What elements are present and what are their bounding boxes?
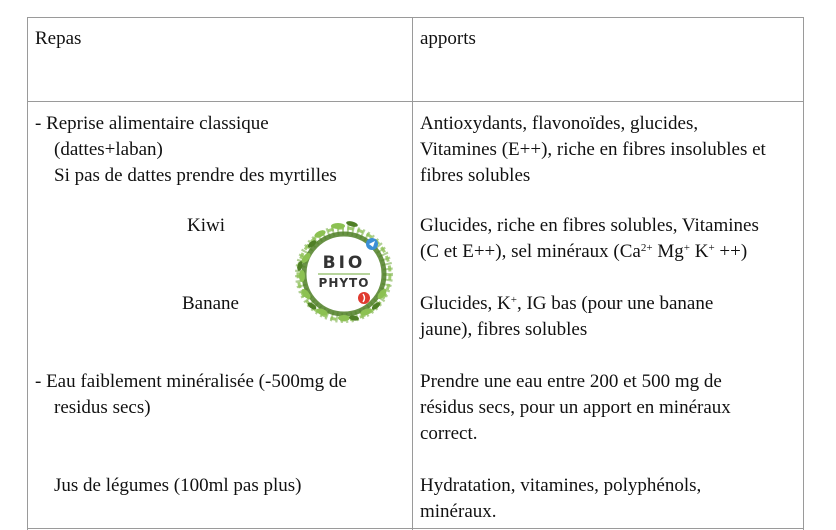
repas-eau-line2: residus secs) [54, 397, 151, 418]
apports-jus-line2: minéraux. [420, 501, 497, 522]
potassium-charge: + [708, 242, 715, 254]
repas-reprise-line3: Si pas de dattes prendre des myrtilles [54, 165, 337, 186]
table-border-left [27, 17, 28, 530]
magnesium-charge: + [683, 242, 690, 254]
repas-eau-line1: - Eau faiblement minéralisée (-500mg de [35, 371, 347, 392]
table-column-divider [412, 17, 413, 530]
magnesium-symbol: Mg [652, 241, 684, 262]
table-border-right [803, 17, 804, 530]
apports-kiwi-line1: Glucides, riche en fibres solubles, Vitamines [420, 215, 759, 236]
repas-reprise-line2: (dattes+laban) [54, 139, 163, 160]
apports-eau-line2: résidus secs, pour un apport en minéraux [420, 397, 731, 418]
apports-banane-line1-post: , IG bas (pour une banane [516, 293, 714, 314]
apports-jus-line1: Hydratation, vitamines, polyphénols, [420, 475, 702, 496]
apports-banane-line1-pre: Glucides, K [420, 293, 511, 314]
bio-phyto-logo [292, 218, 396, 330]
repas-banane: Banane [182, 293, 239, 314]
apports-kiwi-line2-post: ++) [714, 241, 748, 262]
calcium-charge: 2+ [640, 242, 653, 254]
blue-badge-icon [366, 238, 378, 250]
header-apports: apports [420, 28, 476, 49]
apports-eau-line1: Prendre une eau entre 200 et 500 mg de [420, 371, 722, 392]
apports-reprise-line2: Vitamines (E++), riche en fibres insolubles et [420, 139, 766, 160]
apports-banane-line2: jaune), fibres solubles [420, 319, 588, 340]
red-drop-icon [358, 292, 370, 304]
potassium-charge-banane: + [510, 294, 517, 306]
apports-eau-line3: correct. [420, 423, 478, 444]
apports-reprise-line3: fibres solubles [420, 165, 531, 186]
table-border-bottom [27, 528, 804, 529]
apports-reprise-line1: Antioxydants, flavonoïdes, glucides, [420, 113, 699, 134]
table-border-header-bottom [27, 101, 804, 102]
logo-text-phyto: PHYTO [318, 276, 370, 290]
apports-kiwi-line2 [420, 239, 747, 265]
header-repas: Repas [35, 28, 82, 49]
potassium-symbol: K [689, 241, 709, 262]
repas-reprise-line1: - Reprise alimentaire classique [35, 113, 269, 134]
repas-kiwi: Kiwi [187, 215, 225, 236]
repas-jus: Jus de légumes (100ml pas plus) [54, 475, 302, 496]
logo-text-bio: BIO [322, 253, 366, 273]
apports-banane-line1 [420, 291, 713, 317]
table-border-top [27, 17, 804, 18]
apports-kiwi-line2-pre: (C et E++), sel minéraux (Ca [420, 241, 641, 262]
